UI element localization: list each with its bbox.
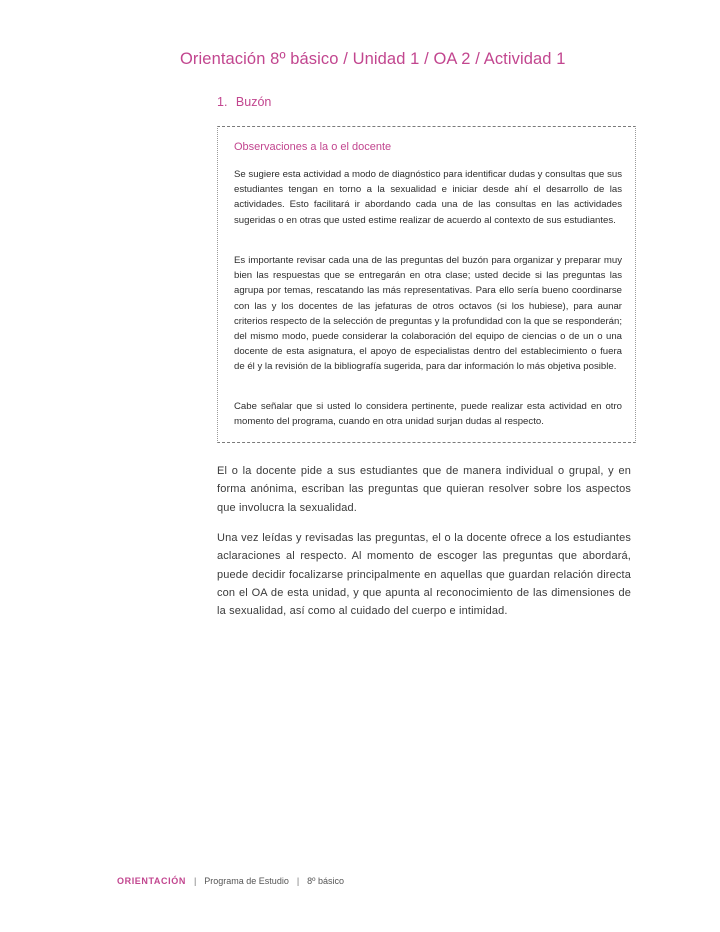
footer-separator: | <box>193 876 197 886</box>
observations-paragraph: Se sugiere esta actividad a modo de diagnóstico para identificar dudas y consultas que sus estudiantes tengan en torno a la sexualidad e iniciar desde ahí el desarrollo de las actividades. Esto facilitará ir abordando cada una de las consultas en las actividades sugeridas o en otras que usted estime realizar de acuerdo al contexto de sus estudiantes. <box>234 169 622 226</box>
footer-brand: ORIENTACIÓN <box>117 876 186 886</box>
section-number: 1. <box>217 95 228 109</box>
body-paragraph: El o la docente pide a sus estudiantes que de manera individual o grupal, y en forma anónima, escriban las preguntas que quieran resolver sobre los aspectos que involucra la sexualidad. <box>217 465 631 514</box>
footer-grade: 8º básico <box>307 876 344 886</box>
footer-separator: | <box>296 876 300 886</box>
section-heading <box>217 95 271 109</box>
page-title: Orientación 8º básico / Unidad 1 / OA 2 / Actividad 1 <box>180 50 566 68</box>
teacher-observations-box <box>217 126 636 443</box>
observations-paragraph: Cabe señalar que si usted lo considera pertinente, puede realizar esta actividad en otro momento del programa, cuando en otra unidad surjan dudas al respecto. <box>234 401 622 428</box>
body-paragraph: Una vez leídas y revisadas las preguntas, el o la docente ofrece a los estudiantes aclaraciones al respecto. Al momento de escoger las preguntas que abordará, puede decidir focalizarse principalmente en aquellas que guardan relación directa con el OA de esta unidad, y que apunta al reconocimiento de las dimensiones de la sexualidad, así como al cuidado del cuerpo e intimidad. <box>217 532 631 618</box>
footer-program: Programa de Estudio <box>204 876 289 886</box>
section-title: Buzón <box>235 95 272 109</box>
observations-paragraph: Es importante revisar cada una de las preguntas del buzón para organizar y preparar muy bien las respuestas que se entregarán en otra clase; usted decide si las preguntas las agrupa por temas, rescatando las más representativas. Para ello sería bueno coordinarse con las y los docentes de las jefaturas de otros octavos (si los hubiese), para aunar criterios respecto de la selección de preguntas y la profundidad con la que se responderán; del mismo modo, puede considerar la colaboración del equipo de ciencias o de un o una docente de esta asignatura, el apoyo de especialistas dentro del establecimiento o fuera de él y la revisión de la bibliografía sugerida, para dar información lo más objetiva posible. <box>234 255 622 373</box>
observations-title: Observaciones a la o el docente <box>234 141 392 153</box>
page-footer <box>117 876 344 886</box>
